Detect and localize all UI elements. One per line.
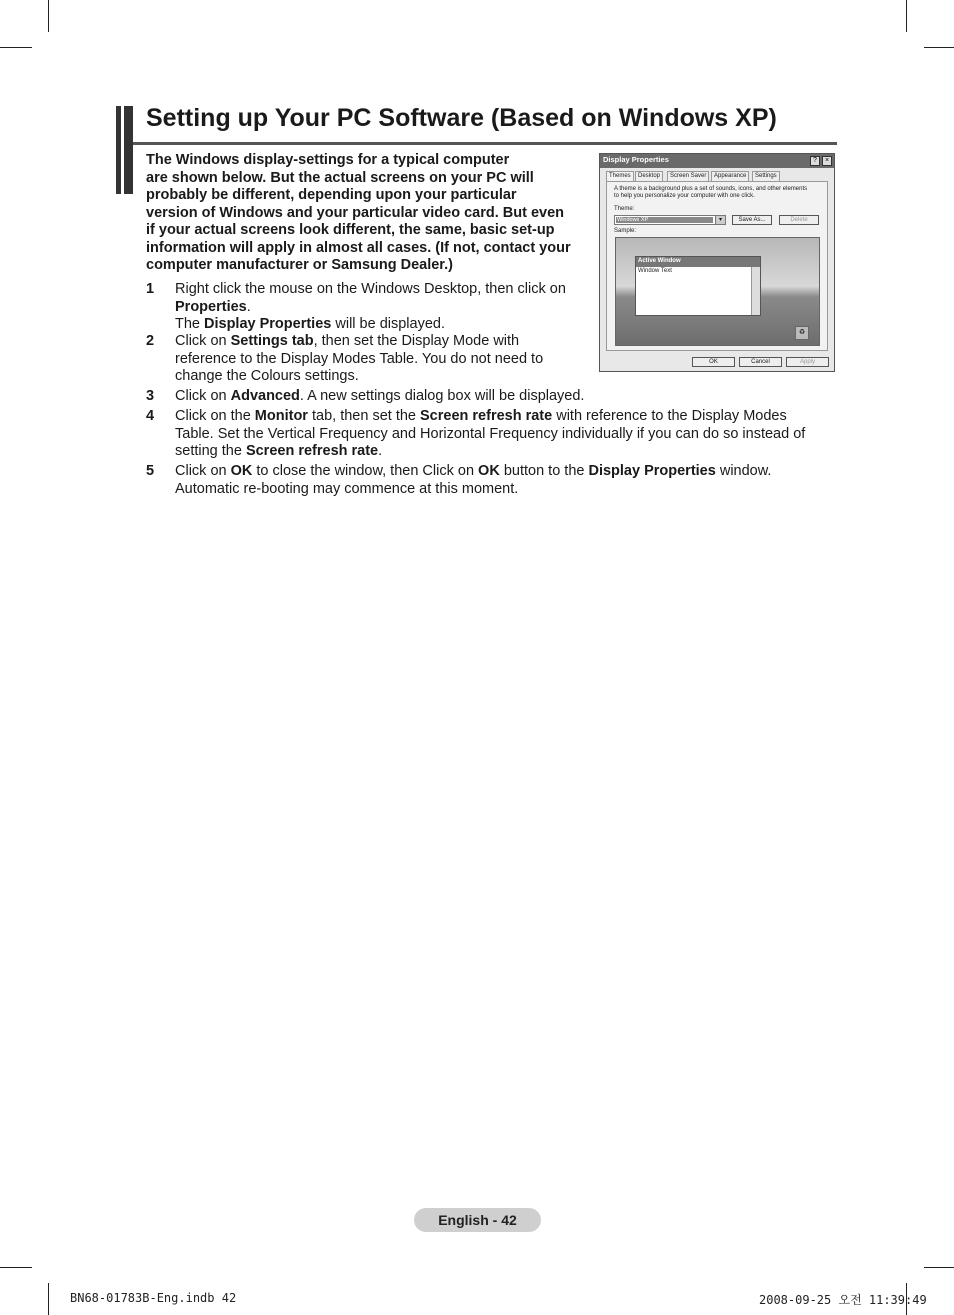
print-slug-left: BN68-01783B-Eng.indb 42: [70, 1291, 237, 1305]
crop-mark: [906, 0, 907, 32]
intro-line: computer manufacturer or Samsung Dealer.): [146, 257, 453, 273]
step-line: [175, 463, 771, 481]
bold-term: OK: [478, 463, 500, 479]
step-line: Automatic re-booting may commence at this moment.: [175, 480, 519, 497]
bold-term: Advanced: [230, 388, 300, 404]
save-as-button[interactable]: Save As...: [732, 215, 772, 225]
delete-button[interactable]: Delete: [779, 215, 819, 225]
tab-settings[interactable]: Settings: [752, 171, 780, 181]
text: setting the: [175, 443, 246, 459]
print-slug-right: 2008-09-25 오전 11:39:49: [759, 1293, 927, 1307]
title-underline: [133, 142, 837, 145]
tab-desktop[interactable]: Desktop: [635, 171, 663, 181]
theme-description: A theme is a background plus a set of sounds, icons, and other elements: [614, 186, 808, 192]
themes-panel: [606, 181, 828, 351]
intro-line: version of Windows and your particular video card. But even: [146, 204, 565, 221]
step-line: [175, 299, 566, 317]
page-title: Setting up Your PC Software (Based on Windows XP): [146, 104, 777, 132]
text: . A new settings dialog box will be displayed.: [299, 388, 585, 404]
text: .: [378, 443, 383, 459]
text: tab, then set the: [307, 408, 421, 424]
theme-label: Theme:: [614, 206, 635, 212]
step-body: [175, 388, 584, 406]
step-body: [175, 463, 771, 498]
step-number: 4: [146, 408, 155, 424]
step-number: 5: [146, 463, 155, 479]
page-number-badge: English - 42: [414, 1208, 541, 1232]
bold-term: Monitor: [254, 408, 308, 424]
step-body: [175, 281, 566, 334]
text: The: [175, 316, 205, 332]
crop-mark: [924, 1267, 954, 1268]
display-properties-screenshot: [599, 153, 835, 372]
cancel-button[interactable]: Cancel: [739, 357, 782, 367]
intro-paragraph: [146, 152, 586, 275]
text: button to the: [499, 463, 589, 479]
ok-button[interactable]: OK: [692, 357, 735, 367]
sample-window-text: Window Text: [638, 268, 672, 274]
theme-sample-preview: [615, 237, 820, 346]
step-line: [175, 443, 805, 461]
step-line: Right click the mouse on the Windows Desktop, then click on: [175, 281, 566, 297]
step-line: [175, 333, 543, 351]
bold-term: OK: [230, 463, 253, 479]
help-icon[interactable]: ?: [810, 156, 820, 166]
text: Click on the: [175, 408, 255, 424]
text: with reference to the Display Modes: [552, 408, 787, 424]
dialog-title: Display Properties: [603, 155, 669, 164]
sample-window-title: Active Window: [638, 258, 681, 264]
tab-appearance[interactable]: Appearance: [711, 171, 749, 181]
text: , then set the Display Mode with: [313, 333, 520, 349]
crop-mark: [0, 1267, 32, 1268]
bold-term: Settings tab: [230, 333, 314, 349]
step-line: [175, 408, 805, 426]
intro-line: information will apply in almost all cases. (If not, contact your: [146, 239, 571, 256]
step-number: 3: [146, 388, 155, 404]
tab-screen-saver[interactable]: Screen Saver: [667, 171, 709, 181]
sample-scrollbar: [751, 267, 760, 315]
crop-mark: [48, 0, 49, 32]
step-number: 1: [146, 281, 155, 297]
text: .: [246, 298, 251, 315]
recycle-bin-icon: ♻: [795, 326, 809, 340]
step-body: [175, 333, 543, 386]
theme-description: to help you personalize your computer with one click.: [614, 193, 755, 199]
bold-term: Display Properties: [204, 316, 332, 332]
dialog-titlebar: [600, 154, 834, 168]
step-line: change the Colours settings.: [175, 368, 359, 384]
text: Click on: [175, 333, 231, 349]
crop-mark: [48, 1283, 49, 1315]
close-icon[interactable]: ×: [822, 156, 832, 166]
bold-term: Screen refresh rate: [420, 408, 553, 424]
crop-mark: [0, 47, 32, 48]
bold-term: Screen refresh rate: [245, 443, 379, 459]
sample-active-window: [635, 256, 761, 316]
step-body: [175, 408, 805, 461]
text: window.: [715, 463, 772, 479]
title-accent-bar: [116, 106, 133, 194]
bold-term: Display Properties: [588, 463, 716, 479]
apply-button[interactable]: Apply: [786, 357, 829, 367]
chevron-down-icon[interactable]: ▾: [715, 216, 725, 224]
intro-line: The Windows display-settings for a typical computer: [146, 152, 510, 168]
tab-themes[interactable]: Themes: [606, 171, 634, 181]
sample-window-titlebar: [636, 257, 760, 267]
text: to close the window, then Click on: [252, 463, 479, 479]
text: Click on: [175, 463, 231, 479]
theme-select[interactable]: [614, 215, 726, 225]
text: will be displayed.: [331, 316, 445, 332]
text: Click on: [175, 388, 231, 404]
crop-mark: [924, 47, 954, 48]
intro-line: are shown below. But the actual screens on your PC will: [146, 169, 534, 186]
step-line: [175, 316, 566, 334]
step-line: Table. Set the Vertical Frequency and Horizontal Frequency individually if you can do so instead of: [175, 425, 806, 442]
step-number: 2: [146, 333, 155, 349]
step-line: reference to the Display Modes Table. You do not need to: [175, 350, 544, 367]
theme-select-value: Windows XP: [616, 217, 713, 223]
intro-line: probably be different, depending upon your particular: [146, 187, 517, 203]
step-line: [175, 388, 584, 406]
bold-term: Properties: [175, 298, 247, 315]
sample-label: Sample:: [614, 228, 637, 234]
intro-line: if your actual screens look different, the same, basic set-up: [146, 222, 555, 238]
